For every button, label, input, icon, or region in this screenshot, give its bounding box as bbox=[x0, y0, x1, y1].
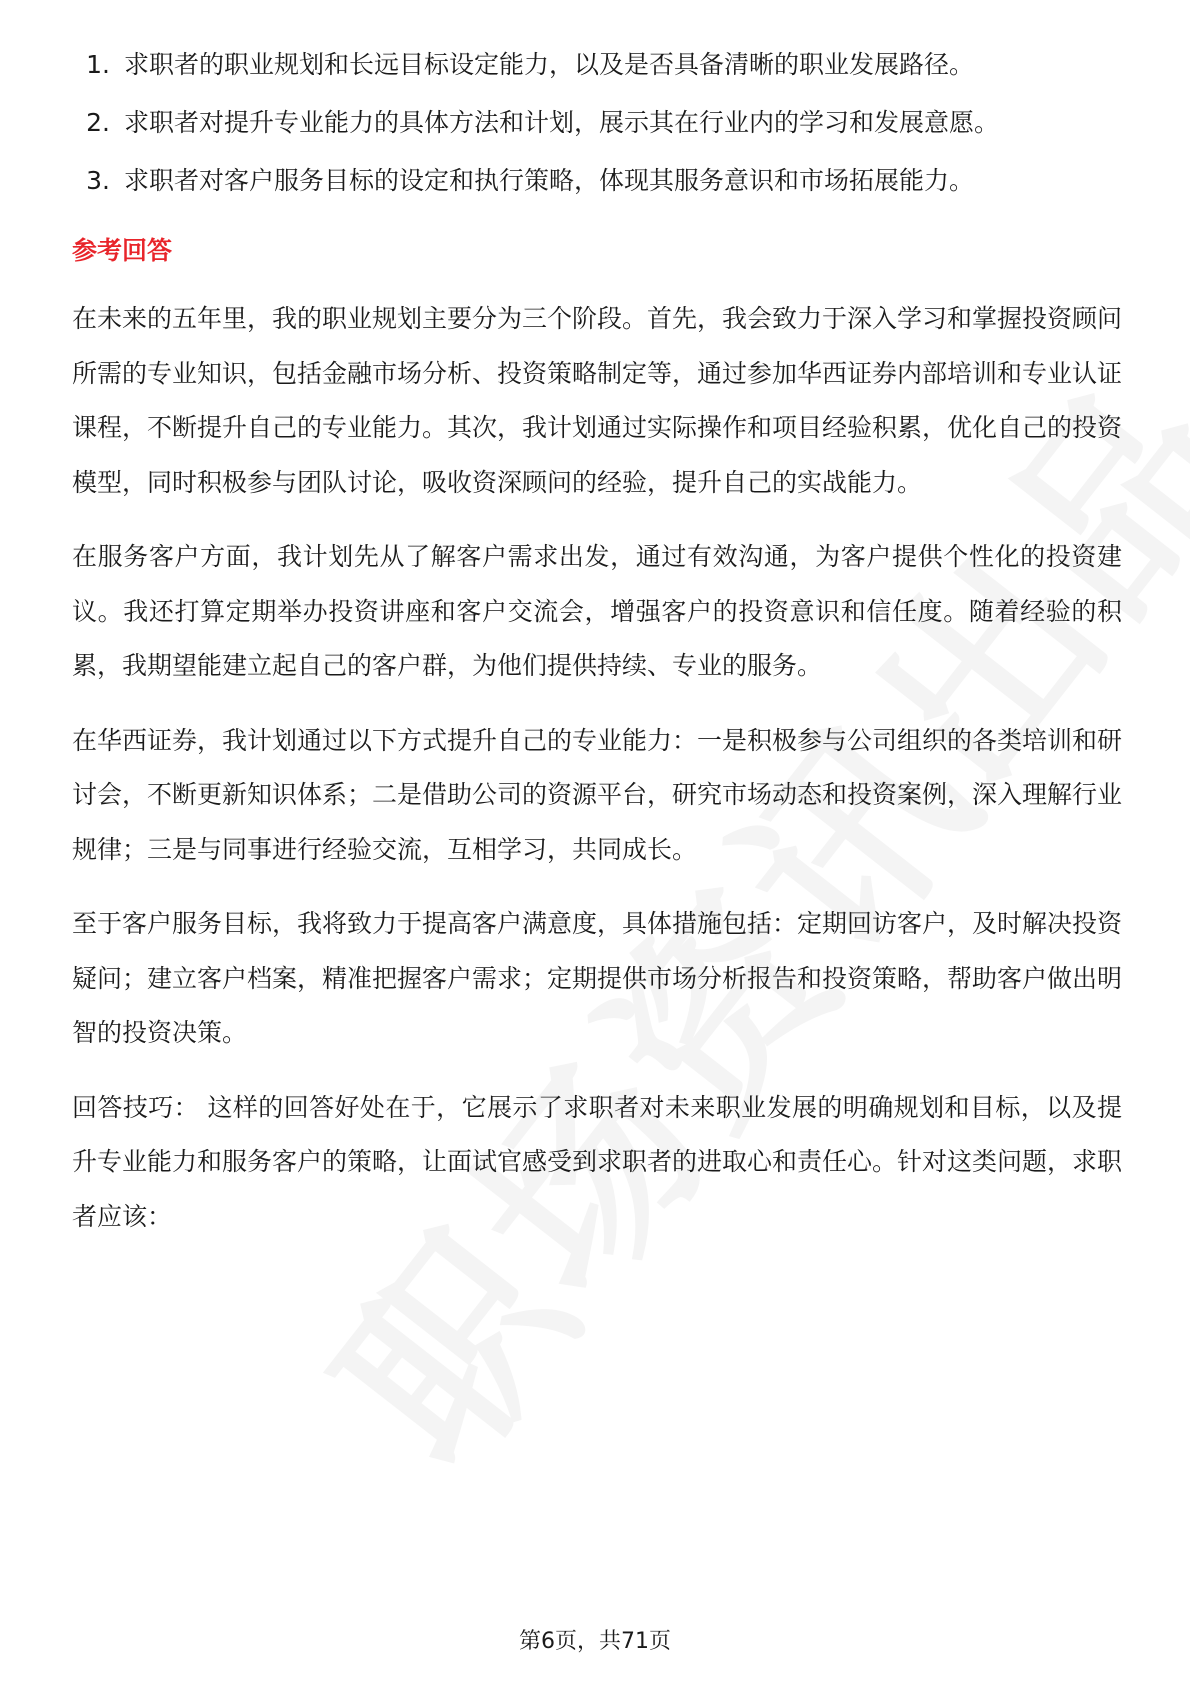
answer-tip-paragraph: 回答技巧： 这样的回答好处在于，它展示了求职者对未来职业发展的明确规划和目标，以及提升专业能力和服务客户的策略，让面试官感受到求职者的进取心和责任心。针对这类问题，求职者应该： bbox=[72, 1092, 1123, 1231]
section-heading: 参考回答 bbox=[72, 236, 173, 265]
document-body bbox=[72, 36, 1122, 1244]
list-number: 3. bbox=[86, 166, 110, 195]
evaluation-points-list bbox=[72, 36, 1122, 210]
list-text: 求职者对客户服务目标的设定和执行策略，体现其服务意识和市场拓展能力。 bbox=[124, 166, 975, 195]
paragraph: 在服务客户方面，我计划先从了解客户需求出发，通过有效沟通，为客户提供个性化的投资建议。我还打算定期举办投资讲座和客户交流会，增强客户的投资意识和信任度。随着经验的积累，我期望能建立起自己的客户群，为他们提供持续、专业的服务。 bbox=[72, 542, 1122, 680]
list-text: 求职者对提升专业能力的具体方法和计划，展示其在行业内的学习和发展意愿。 bbox=[124, 108, 1000, 137]
paragraph: 在华西证券，我计划通过以下方式提升自己的专业能力：一是积极参与公司组织的各类培训和研讨会，不断更新知识体系；二是借助公司的资源平台，研究市场动态和投资案例，深入理解行业规律；三是与同事进行经验交流，互相学习，共同成长。 bbox=[72, 725, 1123, 864]
list-number: 1. bbox=[86, 50, 110, 79]
paragraph: 至于客户服务目标，我将致力于提高客户满意度，具体措施包括：定期回访客户，及时解决投资疑问；建立客户档案，精准把握客户需求；定期提供市场分析报告和投资策略，帮助客户做出明智的投资决策。 bbox=[72, 909, 1123, 1047]
list-item bbox=[72, 36, 1122, 94]
paragraph: 在未来的五年里，我的职业规划主要分为三个阶段。首先，我会致力于深入学习和掌握投资顾问所需的专业知识，包括金融市场分析、投资策略制定等，通过参加华西证券内部培训和专业认证课程，不断提升自己的专业能力。其次，我计划通过实际操作和项目经验积累，优化自己的投资模型，同时积极参与团队讨论，吸收资深顾问的经验，提升自己的实战能力。 bbox=[72, 304, 1123, 497]
list-item bbox=[72, 152, 1122, 210]
list-text: 求职者的职业规划和长远目标设定能力，以及是否具备清晰的职业发展路径。 bbox=[124, 50, 975, 79]
list-item bbox=[72, 94, 1122, 152]
page-footer: 第6页，共71页 bbox=[519, 1629, 671, 1654]
list-number: 2. bbox=[86, 108, 110, 137]
